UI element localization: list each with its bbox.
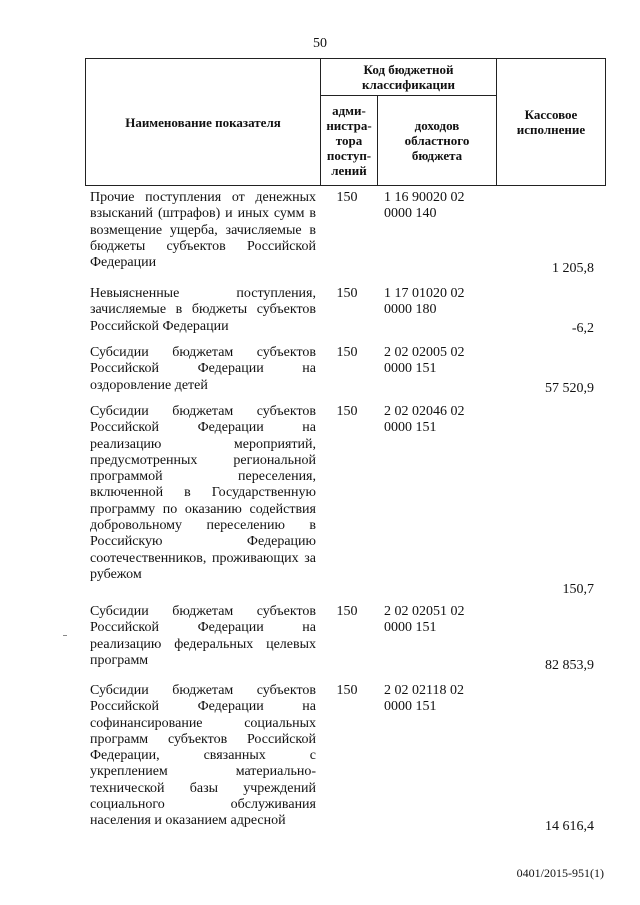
row-admin-code: 150	[336, 604, 358, 619]
row-admin-code: 150	[336, 404, 358, 419]
row-income-code: 2 02 02046 02 0000 151	[384, 404, 465, 436]
row-name: Субсидии бюджетам субъектов Российской Федерации на оздоровление детей	[90, 345, 316, 393]
row-name: Субсидии бюджетам субъектов Российской Федерации на реализацию федеральных целевых программ	[90, 604, 316, 668]
row-income-code: 1 17 01020 02 0000 180	[384, 286, 465, 318]
row-income-code: 1 16 90020 02 0000 140	[384, 190, 465, 222]
row-amount: 57 520,9	[545, 381, 594, 396]
row-admin-code: 150	[336, 683, 358, 698]
row-name: Субсидии бюджетам субъектов Российской Федерации на реализацию мероприятий, предусмотренных региональной программой переселения, включенной в Государственную программу по оказанию содействия добровольному переселению в Российскую Федерацию соотечественников, проживающих за рубежом	[90, 404, 316, 582]
row-amount: 14 616,4	[545, 819, 594, 834]
header-code-group: Код бюджетной классификации	[320, 58, 497, 96]
header-admin: адми-нистра-тора поступ-лений	[320, 95, 378, 186]
row-admin-code: 150	[336, 286, 358, 301]
row-income-code: 2 02 02118 02 0000 151	[384, 683, 464, 715]
row-income-code: 2 02 02051 02 0000 151	[384, 604, 465, 636]
header-name: Наименование показателя	[85, 58, 321, 186]
row-amount: 1 205,8	[552, 261, 594, 276]
table-row	[0, 683, 640, 843]
row-name: Прочие поступления от денежных взысканий (штрафов) и иных сумм в возмещение ущерба, зачисляемые в бюджеты субъектов Российской Федерации	[90, 190, 316, 271]
table-row	[0, 345, 640, 397]
row-name: Субсидии бюджетам субъектов Российской Федерации на софинансирование социальных программ субъектов Российской Федерации, связанных с укреплением материально-технической базы учреждений социального обслуживания населения и оказанием адресной	[90, 683, 316, 829]
header-execution: Кассовое исполнение	[496, 58, 606, 186]
margin-mark	[63, 635, 67, 636]
row-name: Невыясненные поступления, зачисляемые в бюджеты субъектов Российской Федерации	[90, 286, 316, 334]
table-row	[0, 190, 640, 280]
table-row	[0, 286, 640, 340]
page-number: 50	[313, 36, 327, 51]
table-row	[0, 604, 640, 676]
row-amount: 82 853,9	[545, 658, 594, 673]
table-row	[0, 404, 640, 599]
row-admin-code: 150	[336, 190, 358, 205]
row-amount: -6,2	[571, 321, 594, 336]
document-id: 0401/2015-951(1)	[516, 866, 604, 880]
row-amount: 150,7	[562, 582, 594, 597]
header-income: доходов областного бюджета	[377, 95, 497, 186]
row-income-code: 2 02 02005 02 0000 151	[384, 345, 465, 377]
row-admin-code: 150	[336, 345, 358, 360]
